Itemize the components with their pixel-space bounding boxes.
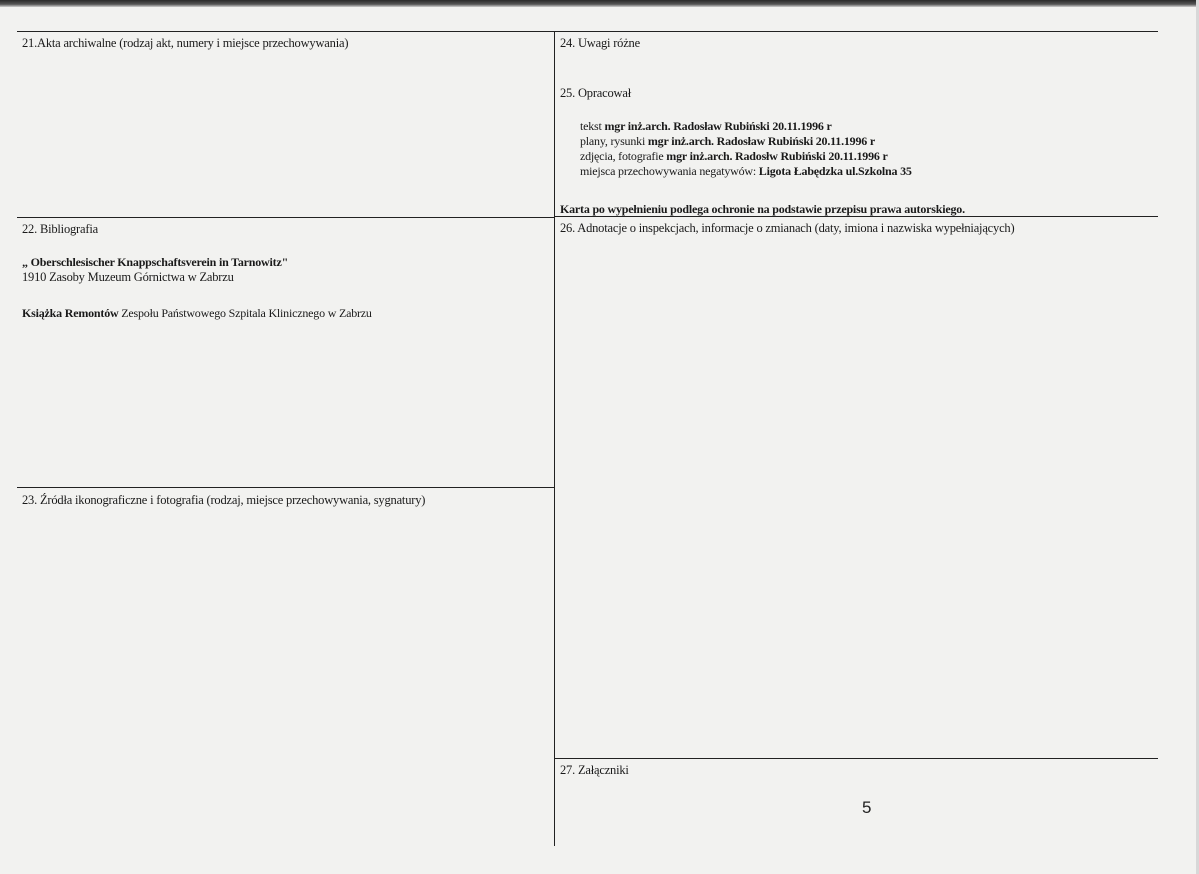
author-plans-label: plany, rysunki bbox=[580, 134, 648, 148]
section-25-heading: 25. Opracował bbox=[560, 86, 631, 100]
bibliography-entry-2 bbox=[22, 306, 372, 321]
author-text-label: tekst bbox=[580, 119, 605, 133]
bibliography-entry-1-detail: 1910 Zasoby Muzeum Górnictwa w Zabrzu bbox=[22, 270, 234, 284]
author-text-line bbox=[580, 119, 832, 134]
author-plans-line bbox=[580, 134, 875, 149]
bibliography-entry-2-title: Książka Remontów bbox=[22, 306, 119, 320]
left-rule-22-23 bbox=[17, 487, 555, 488]
negatives-location-label: miejsca przechowywania negatywów: bbox=[580, 164, 759, 178]
scan-top-border bbox=[0, 0, 1199, 7]
author-photos-value: mgr inż.arch. Radosłw Rubiński 20.11.1996 r bbox=[666, 149, 888, 163]
form-top-rule bbox=[17, 31, 1158, 32]
right-rule-26-27 bbox=[554, 758, 1158, 759]
section-21-heading: 21.Akta archiwalne (rodzaj akt, numery i miejsce przechowywania) bbox=[22, 36, 349, 50]
author-text-value: mgr inż.arch. Radosław Rubiński 20.11.1996 r bbox=[604, 119, 832, 133]
author-photos-line bbox=[580, 149, 888, 164]
author-plans-value: mgr inż.arch. Radosław Rubiński 20.11.1996 r bbox=[647, 134, 876, 148]
page-number: 5 bbox=[862, 798, 872, 817]
author-photos-label: zdjęcia, fotografie bbox=[580, 149, 667, 163]
form-center-divider bbox=[554, 31, 555, 846]
copyright-notice: Karta po wypełnieniu podlega ochronie na podstawie przepisu prawa autorskiego. bbox=[560, 202, 965, 216]
section-22-heading: 22. Bibliografia bbox=[22, 222, 98, 236]
section-23-heading: 23. Źródła ikonograficzne i fotografia (rodzaj, miejsce przechowywania, sygnatury) bbox=[22, 493, 426, 507]
bibliography-entry-2-rest: Zespołu Państwowego Szpitala Klinicznego w Zabrzu bbox=[118, 306, 372, 320]
left-rule-21-22 bbox=[17, 217, 555, 218]
section-24-heading: 24. Uwagi różne bbox=[560, 36, 640, 50]
bibliography-entry-1-title: „ Oberschlesischer Knappschaftsverein in Tarnowitz" bbox=[22, 255, 289, 269]
negatives-location-line bbox=[580, 164, 912, 179]
section-27-heading: 27. Załączniki bbox=[560, 763, 629, 777]
section-26-heading: 26. Adnotacje o inspekcjach, informacje o zmianach (daty, imiona i nazwiska wypełniających) bbox=[560, 221, 1015, 235]
negatives-location-value: Ligota Łabędzka ul.Szkolna 35 bbox=[758, 164, 912, 178]
